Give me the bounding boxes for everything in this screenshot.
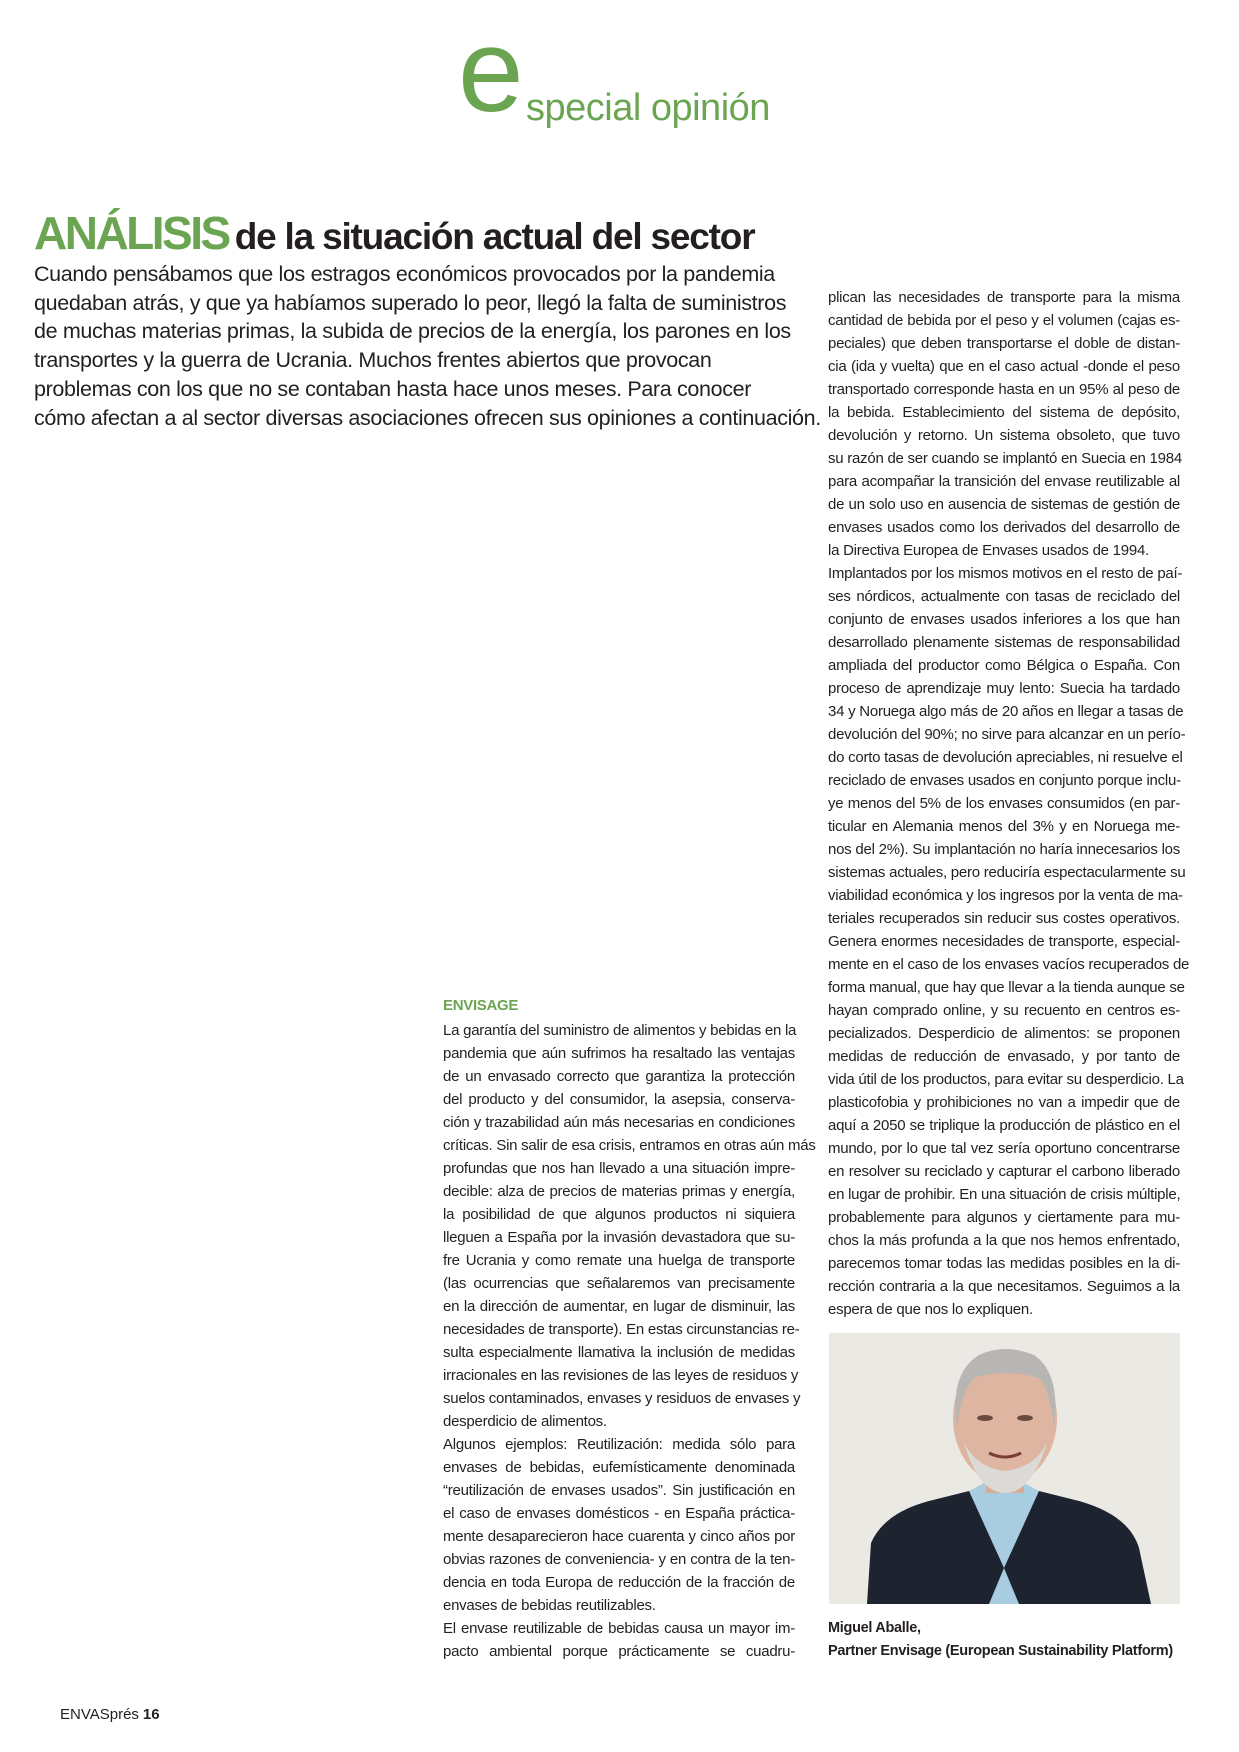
- text-line: pacto ambiental porque prácticamente se cuadru-: [443, 1643, 795, 1660]
- text-line: para acompañar la transición del envase reutilizable al: [828, 473, 1180, 490]
- text-line: ampliada del productor como Bélgica o España. Con: [828, 657, 1180, 674]
- text-line: vida útil de los productos, para evitar su desperdicio. La: [828, 1071, 1184, 1088]
- text-line: profundas que nos han llevado a una situación impre-: [443, 1160, 795, 1177]
- text-line: mente desaparecieron hace cuarenta y cinco años por: [443, 1528, 795, 1545]
- text-line: pecializados. Desperdicio de alimentos: se proponen: [828, 1025, 1180, 1042]
- text-line: chos la más profunda a la que nos hemos enfrentado,: [828, 1232, 1180, 1249]
- page-footer: [60, 1706, 160, 1723]
- text-line: del producto y del consumidor, la asepsia, conserva-: [443, 1091, 795, 1108]
- text-line: plasticofobia y prohibiciones no van a impedir que de: [828, 1094, 1180, 1111]
- text-line: (las ocurrencias que señalaremos van precisamente: [443, 1275, 795, 1292]
- text-line: proceso de aprendizaje muy lento: Suecia ha tardado: [828, 680, 1180, 697]
- text-line: en lugar de prohibir. En una situación de crisis múltiple,: [828, 1186, 1181, 1203]
- paragraph: [828, 562, 1190, 1321]
- text-line: la posibilidad de que algunos productos ni siquiera: [443, 1206, 795, 1223]
- text-line: el caso de envases domésticos - en España práctica-: [443, 1505, 795, 1522]
- text-line: fre Ucrania y como remate una huelga de transporte: [443, 1252, 795, 1269]
- text-line: sulta especialmente llamativa la inclusión de medidas: [443, 1344, 795, 1361]
- text-line: dencia en toda Europa de reducción de la fracción de: [443, 1574, 795, 1591]
- text-line: ción y trazabilidad aún más necesarias en condiciones: [443, 1114, 795, 1131]
- section-heading-envisage: ENVISAGE: [443, 997, 519, 1014]
- text-line: envases de bebidas, eufemísticamente denominada: [443, 1459, 795, 1476]
- text-line: ye menos del 5% de los envases consumidos (en par-: [828, 795, 1180, 812]
- text-line: conjunto de envases usados inferiores a los que han: [828, 611, 1180, 628]
- text-line: de un solo uso en ausencia de sistemas de gestión de: [828, 496, 1180, 513]
- article-title: [34, 206, 754, 260]
- photo-caption: [828, 1617, 1173, 1663]
- text-line: la Directiva Europea de Envases usados de 1994.: [828, 542, 1149, 559]
- text-line: parecemos tomar todas las medidas posibles en la di-: [828, 1255, 1180, 1272]
- text-line: desarrollado plenamente sistemas de responsabilidad: [828, 634, 1180, 651]
- text-line: desperdicio de alimentos.: [443, 1413, 607, 1430]
- text-line: Implantados por los mismos motivos en el resto de paí-: [828, 565, 1183, 582]
- text-line: medidas de reducción de envasado, y por tanto de: [828, 1048, 1180, 1065]
- text-line: Algunos ejemplos: Reutilización: medida sólo para: [443, 1436, 795, 1453]
- caption-name: Miguel Aballe,: [828, 1620, 921, 1636]
- text-line: rección contraria a la que necesitamos. Seguimos a la: [828, 1278, 1180, 1295]
- text-line: El envase reutilizable de bebidas causa un mayor im-: [443, 1620, 795, 1637]
- text-line: su razón de ser cuando se implantó en Suecia en 1984: [828, 450, 1182, 467]
- text-line: envases usados como los derivados del desarrollo de: [828, 519, 1180, 536]
- text-line: forma manual, que hay que llevar a la tienda aunque se: [828, 979, 1185, 996]
- text-line: “reutilización de envases usados”. Sin justificación en: [443, 1482, 795, 1499]
- text-line: lleguen a España por la invasión devastadora que su-: [443, 1229, 795, 1246]
- text-line: devolución y retorno. Un sistema obsoleto, que tuvo: [828, 427, 1180, 444]
- text-line: obvias razones de conveniencia- y en contra de la ten-: [443, 1551, 795, 1568]
- text-line: envases de bebidas reutilizables.: [443, 1597, 656, 1614]
- text-line: suelos contaminados, envases y residuos de envases y: [443, 1390, 801, 1407]
- paragraph: [443, 1617, 795, 1663]
- text-line: ses nórdicos, actualmente con tasas de reciclado del: [828, 588, 1180, 605]
- text-line: hayan comprado online, y su recuento en centros es-: [828, 1002, 1180, 1019]
- text-line: aquí a 2050 se triplique la producción de plástico en el: [828, 1117, 1180, 1134]
- text-line: plican las necesidades de transporte para la misma: [828, 289, 1180, 306]
- text-line: nos del 2%). Su implantación no haría innecesarios los: [828, 841, 1180, 858]
- article-column-middle: [443, 1019, 816, 1663]
- text-line: La garantía del suministro de alimentos y bebidas en la: [443, 1022, 797, 1039]
- text-line: probablemente para algunos y ciertamente para mu-: [828, 1209, 1180, 1226]
- text-line: teriales recuperados sin reducir sus costes operativos.: [828, 910, 1180, 927]
- text-line: pandemia que aún sufrimos ha resaltado las ventajas: [443, 1045, 795, 1062]
- text-line: sistemas actuales, pero reduciría espectacularmente su: [828, 864, 1186, 881]
- text-line: irracionales en las revisiones de las leyes de residuos y: [443, 1367, 799, 1384]
- section-header-text: special opinión: [526, 87, 770, 129]
- intro-line: transportes y la guerra de Ucrania. Muchos frentes abiertos que provocan: [34, 348, 712, 373]
- text-line: transportado corresponde hasta en un 95% al peso de: [828, 381, 1180, 398]
- article-column-right: [828, 286, 1190, 1321]
- page-number: 16: [142, 1706, 160, 1723]
- text-line: cantidad de bebida por el peso y el volumen (cajas es-: [828, 312, 1180, 329]
- text-line: devolución del 90%; no sirve para alcanzar en un perío-: [828, 726, 1186, 743]
- article-title-highlight: ANÁLISIS: [34, 207, 229, 259]
- intro-line: quedaban atrás, y que ya habíamos superado lo peor, llegó la falta de suministros: [34, 290, 787, 315]
- text-line: Genera enormes necesidades de transporte, especial-: [828, 933, 1180, 950]
- text-line: críticas. Sin salir de esa crisis, entramos en otras aún más: [443, 1137, 816, 1154]
- portrait-photo: [829, 1333, 1180, 1604]
- text-line: necesidades de transporte). En estas circunstancias re-: [443, 1321, 800, 1338]
- intro-line: cómo afectan a al sector diversas asociaciones ofrecen sus opiniones a continuación.: [34, 405, 821, 430]
- text-line: mente en el caso de los envases vacíos recuperados de: [828, 956, 1190, 973]
- intro-line: Cuando pensábamos que los estragos económicos provocados por la pandemia: [34, 262, 775, 286]
- portrait-image: [829, 1333, 1180, 1604]
- paragraph: [443, 1433, 795, 1617]
- section-header-initial: e: [458, 5, 524, 137]
- text-line: espera de que nos lo expliquen.: [828, 1301, 1033, 1318]
- text-line: la bebida. Establecimiento del sistema de depósito,: [828, 404, 1180, 421]
- text-line: decible: alza de precios de materias primas y energía,: [443, 1183, 795, 1200]
- intro-line: de muchas materias primas, la subida de precios de la energía, los parones en los: [34, 319, 791, 344]
- paragraph: [443, 1019, 816, 1433]
- text-line: do corto tasas de devolución apreciables, ni resuelve el: [828, 749, 1183, 766]
- text-line: 34 y Noruega algo más de 20 años en llegar a tasas de: [828, 703, 1184, 720]
- text-line: reciclado de envases usados en conjunto porque inclu-: [828, 772, 1181, 789]
- text-line: cia (ida y vuelta) que en el caso actual -donde el peso: [828, 358, 1180, 375]
- text-line: peciales) que deben transportarse el doble de distan-: [828, 335, 1180, 352]
- text-line: ticular en Alemania menos del 3% y en Noruega me-: [828, 818, 1180, 835]
- intro-line: problemas con los que no se contaban hasta hace unos meses. Para conocer: [34, 376, 752, 401]
- text-line: viabilidad económica y los ingresos por la venta de ma-: [828, 887, 1183, 904]
- text-line: de un envasado correcto que garantiza la protección: [443, 1068, 795, 1085]
- caption-role: Partner Envisage (European Sustainability Platform): [828, 1643, 1173, 1659]
- magazine-name: ENVASprés: [60, 1706, 139, 1723]
- text-line: en la dirección de aumentar, en lugar de disminuir, las: [443, 1298, 795, 1315]
- article-title-rest: de la situación actual del sector: [234, 216, 755, 257]
- article-intro: [34, 260, 821, 432]
- text-line: mundo, por lo que tal vez sería oportuno concentrarse: [828, 1140, 1180, 1157]
- text-line: en resolver su reciclado y capturar el carbono liberado: [828, 1163, 1180, 1180]
- paragraph: [828, 286, 1180, 562]
